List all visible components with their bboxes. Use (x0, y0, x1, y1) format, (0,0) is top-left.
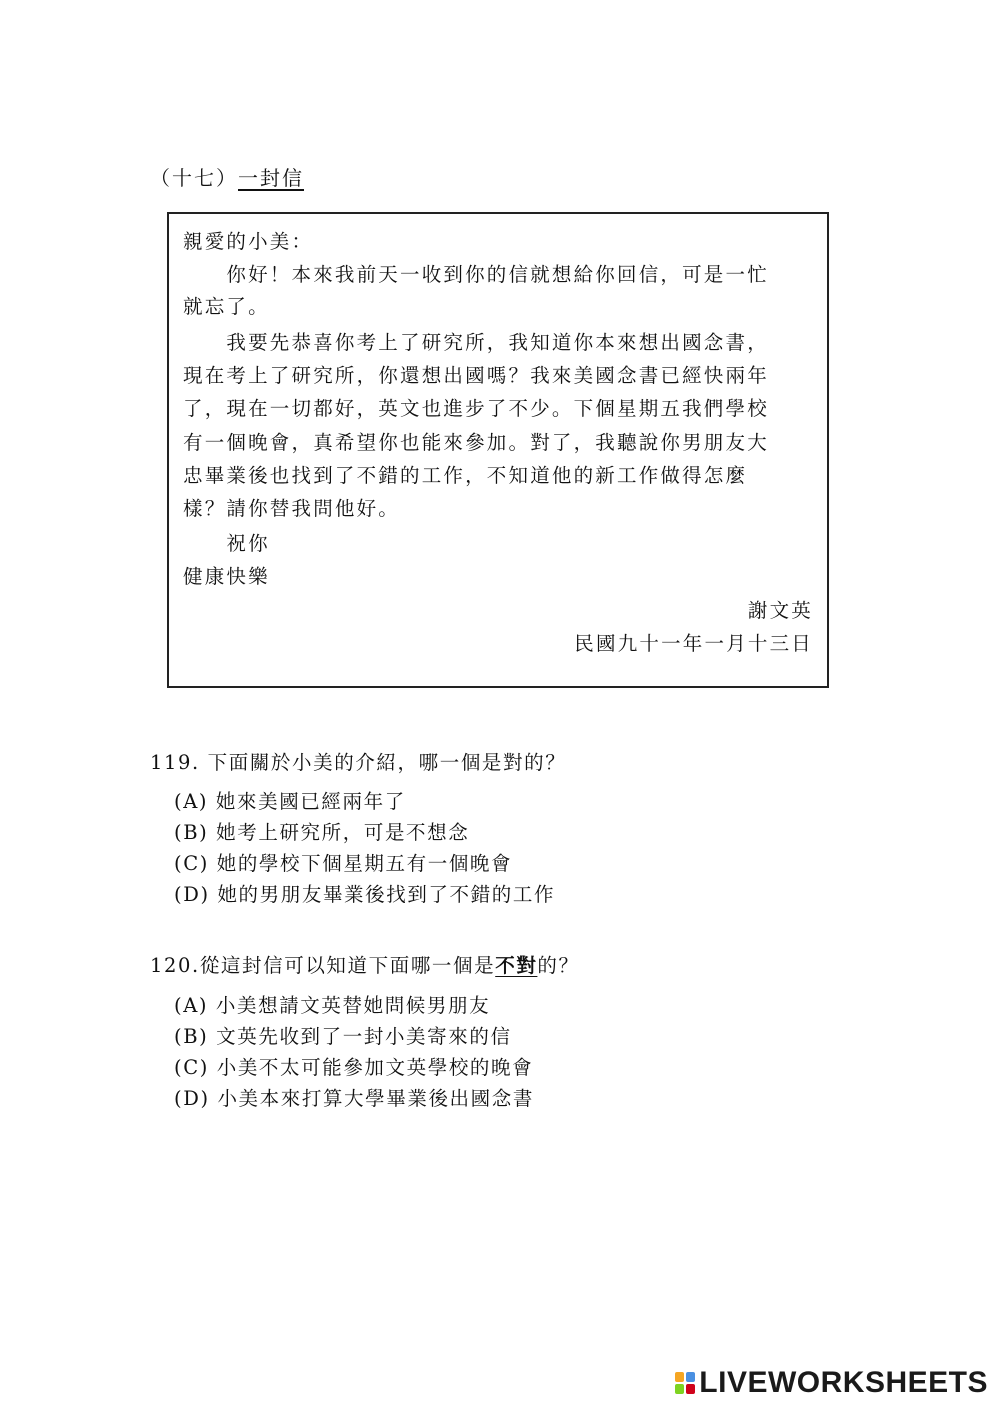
letter-date: 民國九十一年一月十三日 (574, 632, 813, 655)
logo-mark-icon (675, 1372, 695, 1394)
letter-line: 忠畢業後也找到了不錯的工作，不知道他的新工作做得怎麼 (183, 464, 748, 487)
question-120 (150, 954, 580, 978)
question-120-option-a[interactable]: (A) 小美想請文英替她問候男朋友 (174, 994, 491, 1017)
section-number: （十七） (150, 166, 238, 190)
section-title (150, 162, 304, 191)
letter-line: 了，現在一切都好，英文也進步了不少。下個星期五我們學校 (183, 397, 769, 420)
question-120-option-c[interactable]: (C) 小美不太可能參加文英學校的晚會 (174, 1056, 534, 1079)
question-120-emphasis: 不對 (495, 954, 538, 977)
question-119-option-d[interactable]: (D) 她的男朋友畢業後找到了不錯的工作 (174, 883, 556, 906)
logo-text: LIVEWORKSHEETS (699, 1366, 988, 1399)
letter-line: 現在考上了研究所，你還想出國嗎？我來美國念書已經快兩年 (183, 364, 769, 387)
letter-greeting: 親愛的小美： (183, 230, 314, 253)
letter-closing: 祝你 (183, 532, 270, 555)
letter-closing-wish: 健康快樂 (183, 565, 270, 588)
section-heading: 一封信 (238, 166, 304, 190)
letter-signature: 謝文英 (747, 599, 813, 622)
question-120-option-b[interactable]: (B) 文英先收到了一封小美寄來的信 (174, 1025, 512, 1048)
question-120-text-end: 的？ (537, 954, 580, 977)
question-119-option-c[interactable]: (C) 她的學校下個星期五有一個晚會 (174, 852, 513, 875)
question-119-option-a[interactable]: (A) 她來美國已經兩年了 (174, 790, 406, 813)
letter-line: 我要先恭喜你考上了研究所，我知道你本來想出國念書， (183, 331, 769, 354)
letter-line: 有一個晚會，真希望你也能來參加。對了，我聽說你男朋友大 (183, 431, 769, 454)
letter-line: 你好！本來我前天一收到你的信就想給你回信，可是一忙 (183, 263, 769, 286)
question-119-option-b[interactable]: (B) 她考上研究所，可是不想念 (174, 821, 470, 844)
letter-box (167, 212, 829, 688)
question-119: 119. 下面關於小美的介紹，哪一個是對的？ (150, 751, 567, 774)
letter-line: 樣？請你替我問他好。 (183, 497, 401, 520)
question-120-text: 120.從這封信可以知道下面哪一個是 (150, 954, 496, 977)
liveworksheets-logo (675, 1366, 988, 1400)
question-120-option-d[interactable]: (D) 小美本來打算大學畢業後出國念書 (174, 1087, 534, 1110)
letter-line: 就忘了。 (183, 295, 270, 318)
